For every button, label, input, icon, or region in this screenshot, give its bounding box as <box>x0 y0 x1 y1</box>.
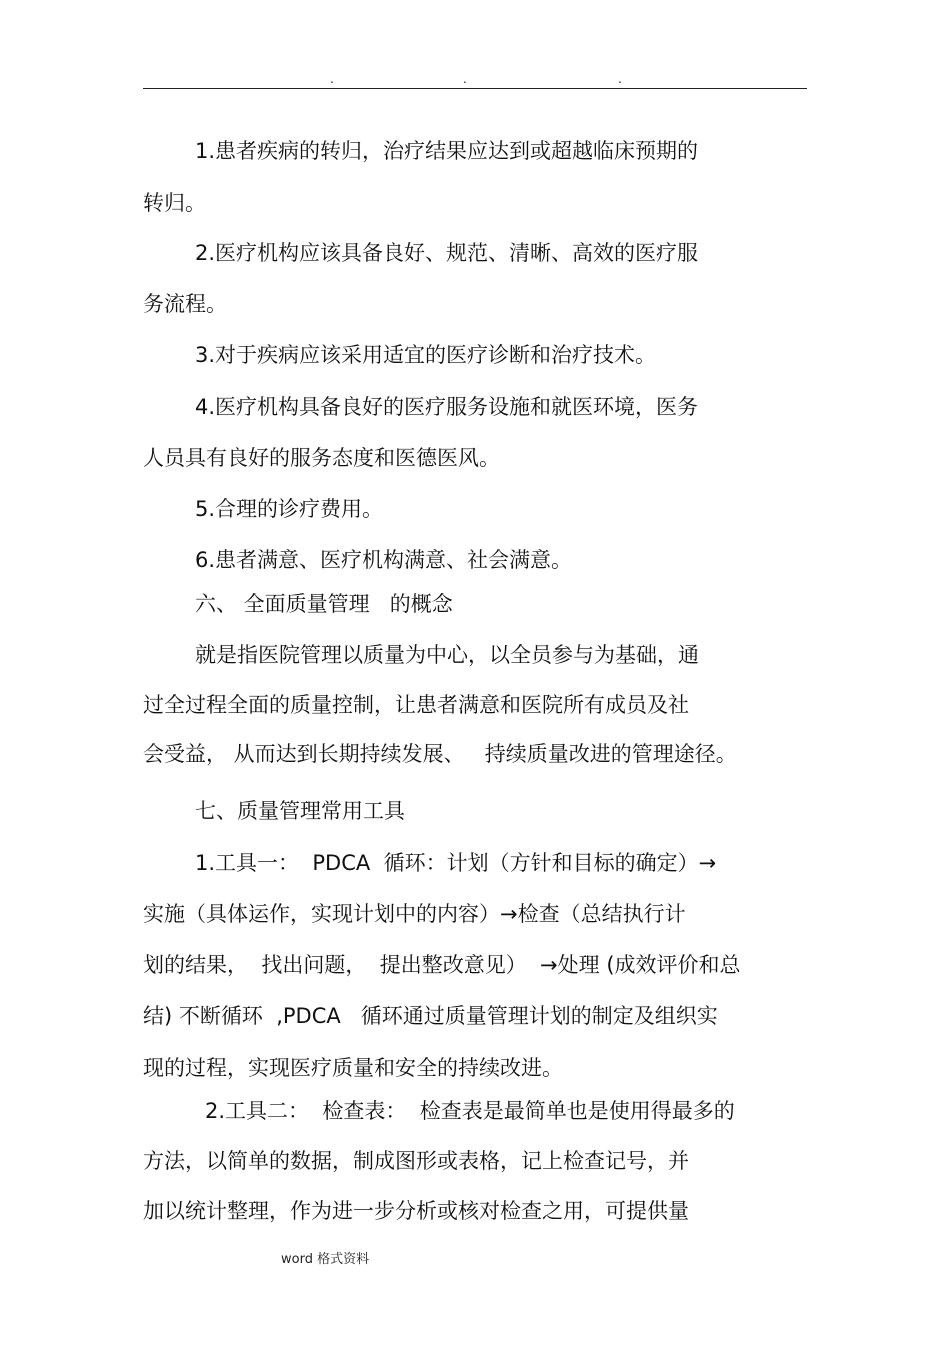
header-dot: . <box>330 72 334 86</box>
footer-caption: word 格式资料 <box>281 1252 370 1267</box>
paragraph-line: 务流程。 <box>143 292 227 316</box>
paragraph-line: 6.患者满意、医疗机构满意、社会满意。 <box>195 548 573 572</box>
paragraph-line: 现的过程，实现医疗质量和安全的持续改进。 <box>143 1056 563 1080</box>
header-dot: . <box>618 72 622 86</box>
paragraph-line: 1.工具一： PDCA 循环：计划（方针和目标的确定）→ <box>195 851 717 875</box>
section-heading: 七、质量管理常用工具 <box>195 799 405 823</box>
paragraph-line: 5.合理的诊疗费用。 <box>195 497 384 521</box>
paragraph-line: 2.工具二： 检查表： 检查表是最简单也是使用得最多的 <box>205 1099 735 1123</box>
paragraph-line: 方法，以简单的数据，制成图形或表格，记上检查记号，并 <box>143 1149 689 1173</box>
header-dots <box>0 72 950 86</box>
paragraph-line: 结) 不断循环 ,PDCA 循环通过质量管理计划的制定及组织实 <box>143 1004 718 1028</box>
paragraph-line: 4.医疗机构具备良好的医疗服务设施和就医环境，医务 <box>195 395 699 419</box>
header-rule <box>143 88 807 89</box>
paragraph-line: 人员具有良好的服务态度和医德医风。 <box>143 446 500 470</box>
paragraph-line: 实施（具体运作，实现计划中的内容）→检查（总结执行计 <box>143 902 686 926</box>
paragraph-line: 就是指医院管理以质量为中心，以全员参与为基础，通 <box>195 643 699 667</box>
paragraph-line: 加以统计整理，作为进一步分析或核对检查之用，可提供量 <box>143 1199 689 1223</box>
paragraph-line: 过全过程全面的质量控制，让患者满意和医院所有成员及社 <box>143 693 689 717</box>
paragraph-line: 1.患者疾病的转归，治疗结果应达到或超越临床预期的 <box>195 139 699 163</box>
paragraph-line: 2.医疗机构应该具备良好、规范、清晰、高效的医疗服 <box>195 241 699 265</box>
section-heading: 六、 全面质量管理 的概念 <box>195 592 453 616</box>
paragraph-line: 3.对于疾病应该采用适宜的医疗诊断和治疗技术。 <box>195 343 657 367</box>
paragraph-line: 会受益， 从而达到长期持续发展、 持续质量改进的管理途径。 <box>143 742 737 766</box>
paragraph-line: 转归。 <box>143 191 206 215</box>
header-dot: . <box>463 72 467 86</box>
paragraph-line: 划的结果， 找出问题， 提出整改意见） →处理 (成效评价和总 <box>143 953 741 977</box>
